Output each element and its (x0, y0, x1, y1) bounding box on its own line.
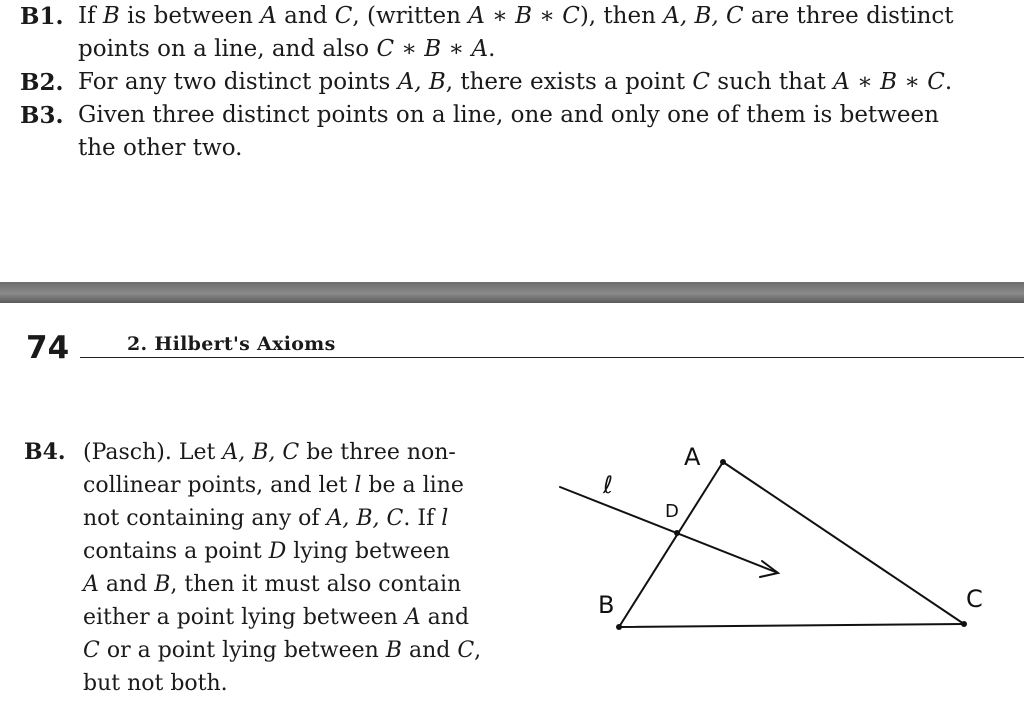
math-variable: C (334, 3, 353, 29)
point-d (674, 530, 680, 536)
math-variable: A, B, C (222, 440, 300, 465)
math-variable: B (385, 638, 402, 663)
math-variable: A ∗ B ∗ C (833, 69, 945, 95)
math-variable: C (457, 638, 475, 663)
math-variable: B (102, 3, 120, 29)
math-variable: A, B (397, 69, 446, 95)
axiom-text-line: If B is between A and C, (written A ∗ B ∗ C), then A, B, C are three distinct (78, 3, 954, 29)
point-c (961, 621, 967, 627)
math-variable: A (260, 3, 277, 29)
math-variable: C (692, 69, 710, 95)
label-b: B (598, 591, 615, 619)
axiom-text-line: collinear points, and let l be a line (83, 473, 464, 498)
label-a: A (684, 443, 701, 471)
axiom-text-line: not containing any of A, B, C. If l (83, 506, 449, 531)
math-variable: C ∗ B ∗ A (376, 36, 489, 62)
axiom-label: B1. (20, 3, 64, 30)
side-ac (723, 462, 964, 624)
math-variable: l (354, 473, 362, 498)
math-variable: A, B, C (663, 3, 744, 29)
math-variable: D (268, 539, 287, 564)
axiom-text-line: Given three distinct points on a line, one and only one of them is between (78, 102, 939, 128)
math-variable: l (441, 506, 449, 531)
point-b (616, 624, 622, 630)
line-l (560, 487, 778, 573)
page-divider (0, 282, 1024, 303)
math-variable: B (154, 572, 171, 597)
label-l: ℓ (603, 471, 613, 499)
axiom-label: B2. (20, 69, 64, 96)
chapter-title: 2. Hilbert's Axioms (127, 333, 336, 355)
label-c: C (966, 585, 983, 613)
axiom-text-line: points on a line, and also C ∗ B ∗ A. (78, 36, 496, 62)
math-variable: A, B, C (326, 506, 404, 531)
axiom-text-line: either a point lying between A and (83, 605, 470, 630)
math-variable: C (83, 638, 100, 663)
axiom-label: B3. (20, 102, 64, 129)
header-rule (80, 357, 1024, 358)
axiom-text-line: C or a point lying between B and C, (83, 638, 482, 663)
axiom-text-line: (Pasch). Let A, B, C be three non- (83, 440, 456, 465)
axiom-text-line: For any two distinct points A, B, there exists a point C such that A ∗ B ∗ C. (78, 69, 953, 95)
page-number: 74 (26, 330, 70, 366)
axiom-text-line: the other two. (78, 135, 243, 161)
math-variable: A (404, 605, 421, 630)
axiom-text-line: A and B, then it must also contain (83, 572, 462, 597)
side-bc (619, 624, 964, 627)
pasch-triangle-figure (540, 425, 1000, 640)
point-a (720, 459, 726, 465)
axiom-text-line: contains a point D lying between (83, 539, 451, 564)
axiom-text-line: but not both. (83, 671, 228, 696)
math-variable: A (83, 572, 99, 597)
axiom-label: B4. (24, 439, 66, 465)
label-d: D (665, 501, 679, 522)
math-variable: A ∗ B ∗ C (468, 3, 580, 29)
